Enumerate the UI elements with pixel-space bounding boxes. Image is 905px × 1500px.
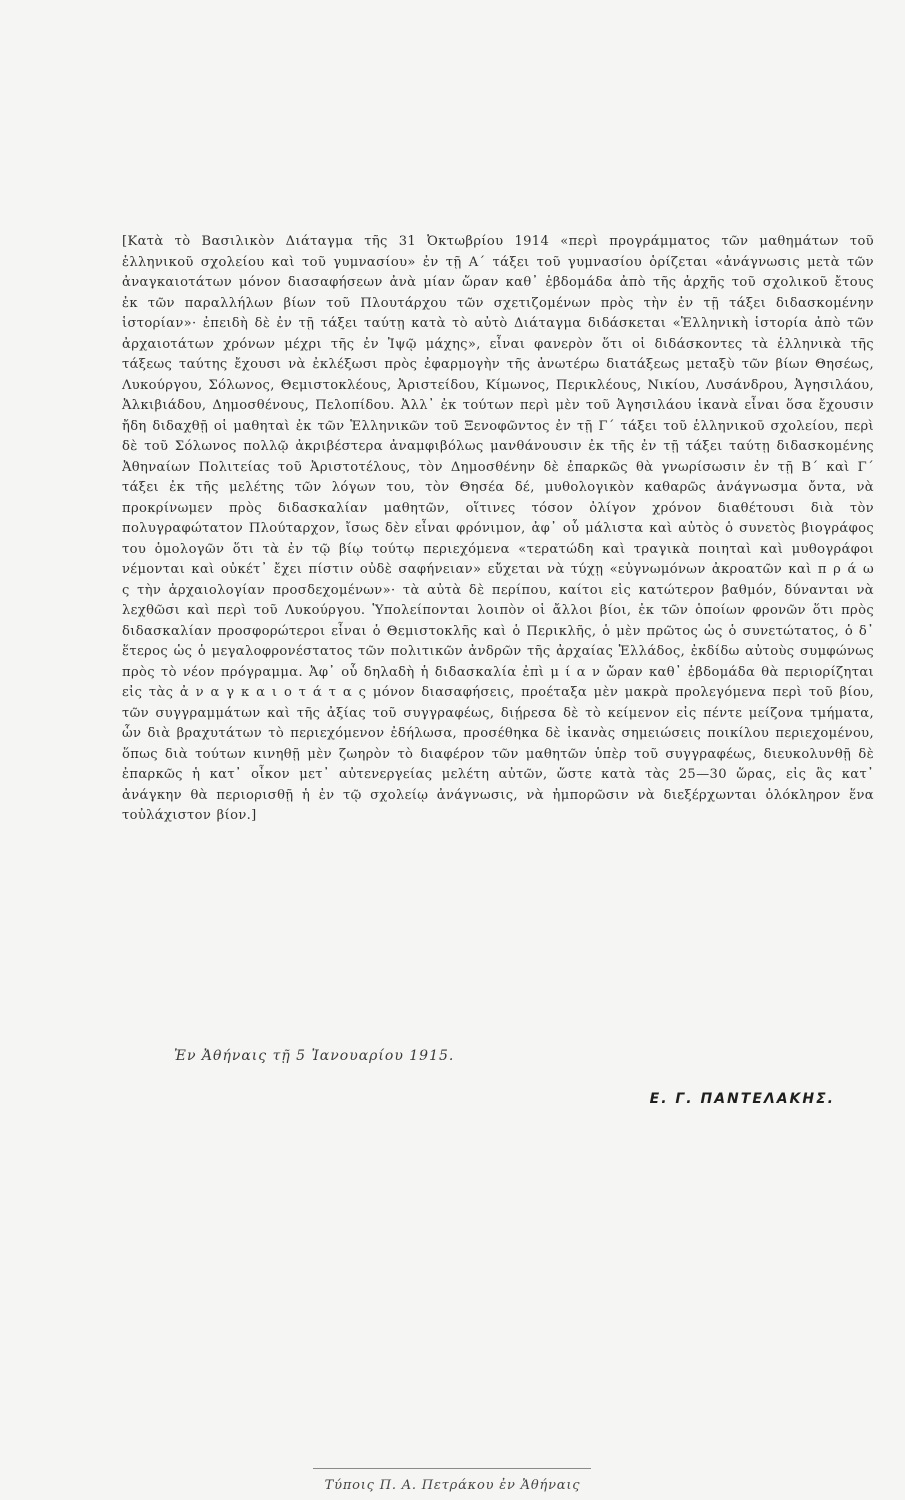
footer-divider xyxy=(313,1468,591,1469)
preface-paragraph: [Κατὰ τὸ Βασιλικὸν Διάταγμα τῆς 31 Ὀκτωβρίου 1914 «περὶ προγράμματος τῶν μαθημάτων τοῦ ἑλληνικοῦ σχολείου καὶ τοῦ γυμνασίου» ἐν τῇ Α΄ τάξει τοῦ γυμνασίου ὁρίζεται «ἀνάγνωσις μετὰ τῶν ἀναγκαιοτάτων μόνον διασαφήσεων ἀνὰ μίαν ὥραν καθ᾽ ἑβδομάδα ἀπὸ τῆς ἀρχῆς τοῦ σχολικοῦ ἔτους ἐκ τῶν παραλλήλων βίων τοῦ Πλουτάρχου τῶν σχετιζομένων πρὸς τὴν ἐν τῇ τάξει διδασκομένην ἱστορίαν»· ἐπειδὴ δὲ ἐν τῇ τάξει ταύτῃ κατὰ τὸ αὐτὸ Διάταγμα διδάσκεται «Ἑλληνικὴ ἱστορία ἀπὸ τῶν ἀρχαιοτάτων χρόνων μέχρι τῆς ἐν Ἰψῷ μάχης», εἶναι φανερὸν ὅτι οἱ διδάσκοντες τὰ ἑλληνικὰ τῆς τάξεως ταύτης ἔχουσι νὰ ἐκλέξωσι πρὸς ἐφαρμογὴν τῆς ἀνωτέρω διατάξεως μεταξὺ τῶν βίων Θησέως, Λυκούργου, Σόλωνος, Θεμιστοκλέους, Ἀριστείδου, Κίμωνος, Περικλέους, Νικίου, Λυσάνδρου, Ἀγησιλάου, Ἀλκιβιάδου, Δημοσθένους, Πελοπίδου. Ἀλλ᾽ ἐκ τούτων περὶ μὲν τοῦ Ἀγησιλάου ἱκανὰ εἶναι ὅσα ἔχουσιν ἤδη διδαχθῇ οἱ μαθηταὶ ἐκ τῶν Ἑλληνικῶν τοῦ Ξενοφῶντος ἐν τῇ Γ΄ τάξει τοῦ ἑλληνικοῦ σχολείου, περὶ δὲ τοῦ Σόλωνος πολλῷ ἀκριβέστερα ἀναμφιβόλως μανθάνουσιν ἐκ τῆς ἐν τῇ τάξει ταύτῃ διδασκομένης Ἀθηναίων Πολιτείας τοῦ Ἀριστοτέλους, τὸν Δημοσθένην δὲ ἐπαρκῶς θὰ γνωρίσωσιν ἐν τῇ Β΄ καὶ Γ΄ τάξει ἐκ τῆς μελέτης τῶν λόγων του, τὸν Θησέα δέ, μυθολογικὸν καθαρῶς ἀνάγνωσμα ὄντα, νὰ προκρίνωμεν πρὸς διδασκαλίαν μαθητῶν, οἵτινες τόσον ὀλίγον χρόνον διαθέτουσι διὰ τὸν πολυγραφώτατον Πλούταρχον, ἴσως δὲν εἶναι φρόνιμον, ἀφ᾽ οὗ μάλιστα καὶ αὐτὸς ὁ συνετὸς βιογράφος του ὁμολογῶν ὅτι τὰ ἐν τῷ βίῳ τούτῳ περιεχόμενα «τερατώδη καὶ τραγικὰ ποιηταὶ καὶ μυθογράφοι νέμονται καὶ οὐκέτ᾽ ἔχει πίστιν οὐδὲ σαφήνειαν» εὔχεται νὰ τύχῃ «εὐγνωμόνων ἀκροατῶν καὶ π ρ ά ω ς τὴν ἀρχαιολογίαν προσδεχομένων»· τὰ αὐτὰ δὲ περίπου, καίτοι εἰς κατώτερον βαθμόν, δύνανται νὰ λεχθῶσι καὶ περὶ τοῦ Λυκούργου. Ὑπολείπονται λοιπὸν οἱ ἄλλοι βίοι, ἐκ τῶν ὁποίων φρονῶν ὅτι πρὸς διδασκαλίαν προσφορώτεροι εἶναι ὁ Θεμιστοκλῆς καὶ ὁ Περικλῆς, ὁ μὲν πρῶτος ὡς ὁ συνετώτατος, ὁ δ᾽ ἕτερος ὡς ὁ μεγαλοφρονέστατος τῶν πολιτικῶν ἀνδρῶν τῆς ἀρχαίας Ἑλλάδος, ἐκδίδω αὐτοὺς συμφώνως πρὸς τὸ νέον πρόγραμμα. Ἀφ᾽ οὗ δηλαδὴ ἡ διδασκαλία ἐπὶ μ ί α ν ὥραν καθ᾽ ἑβδομάδα θὰ περιορίζηται εἰς τὰς ἀ ν α γ κ α ι ο τ ά τ α ς μόνον διασαφήσεις, προέταξα μὲν μακρὰ προλεγόμενα περὶ τοῦ βίου, τῶν συγγραμμάτων καὶ τῆς ἀξίας τοῦ συγγραφέως, διῄρεσα δὲ τὸ κείμενον εἰς πέντε μείζονα τμήματα, ὧν διὰ βραχυτάτων τὸ περιεχόμενον ἐδήλωσα, προσέθηκα δὲ ἱκανὰς σημειώσεις ποικίλου περιεχομένου, ὅπως διὰ τούτων κινηθῇ μὲν ζωηρὸν τὸ διαφέρον τῶν μαθητῶν ὑπὲρ τοῦ συγγραφέως, διευκολυνθῇ δὲ ἐπαρκῶς ἡ κατ᾽ οἶκον μετ᾽ αὐτενεργείας μελέτη αὐτῶν, ὥστε κατὰ τὰς 25—30 ὥρας, εἰς ἃς κατ᾽ ἀνάγκην θὰ περιορισθῇ ἡ ἐν τῷ σχολείῳ ἀνάγνωσις, νὰ ἠμπορῶσιν νὰ διεξέρχωνται ὁλόκληρον ἕνα τοὐλάχιστον βίον.] xyxy=(122,234,874,823)
dateline: Ἐν Ἀθήναις τῇ 5 Ἰανουαρίου 1915. xyxy=(174,1048,455,1064)
printer-imprint: Τύποις Π. Α. Πετράκου ἐν Ἀθήναις xyxy=(324,1478,581,1493)
author-signature: Ε. Γ. ΠΑΝΤΕΛΑΚΗΣ. xyxy=(649,1091,835,1107)
